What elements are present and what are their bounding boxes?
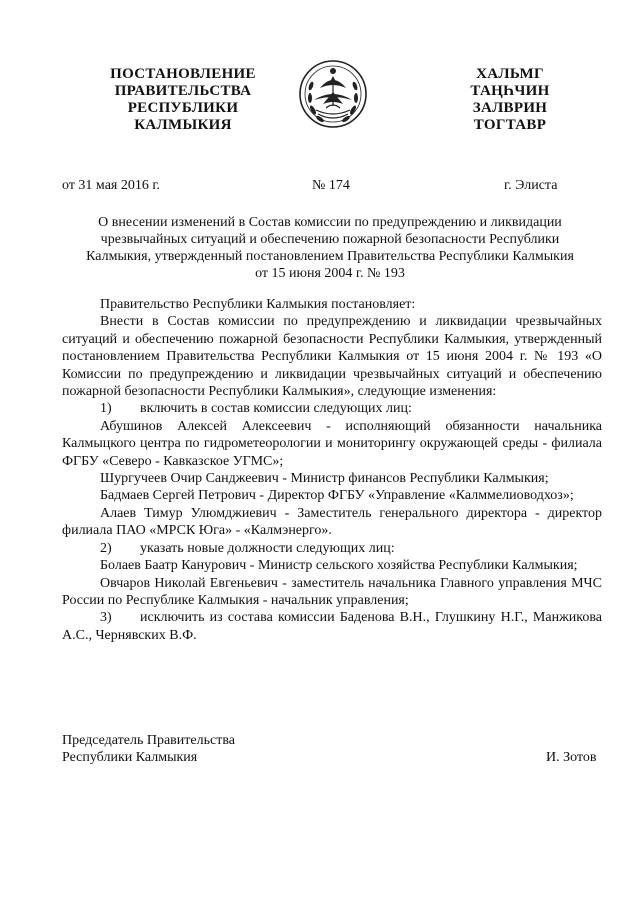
signature-position [62, 732, 235, 766]
header-left-line: КАЛМЫКИЯ [134, 117, 232, 133]
document-date: от 31 мая 2016 г. [62, 178, 161, 193]
header-left-block [98, 66, 268, 134]
list-number: 2) [100, 540, 112, 556]
list-text: исключить из состава комиссии Баденова В.Н., Глушкину Н.Г., Манжикова А.С., Чернявских В.Ф. [62, 610, 602, 643]
title-line: от 15 июня 2004 г. № 193 [255, 266, 405, 281]
header-left-line: РЕСПУБЛИКИ [127, 100, 239, 116]
list-number: 3) [100, 610, 112, 626]
document-body [62, 296, 602, 644]
person-badmaev: Бадмаев Сергей Петрович - Директор ФГБУ «Управление «Калммелиоводхоз»; [100, 488, 574, 504]
document-title [60, 214, 600, 282]
person-alaev: Алаев Тимур Улюмджиевич - Заместитель генерального директора - директор филиала ПАО «МРСК Юга» - «Калмэнерго». [62, 505, 602, 539]
signature-position-line: Республики Калмыкия [62, 750, 198, 765]
person-bolaev: Болаев Баатр Канурович - Министр сельского хозяйства Республики Калмыкия; [100, 558, 578, 574]
document-city: г. Элиста [504, 178, 558, 193]
list-number: 1) [100, 401, 112, 417]
document-number: № 174 [312, 178, 350, 193]
header-right-line: ТАҢҺЧИН [470, 83, 550, 99]
person-shurguchev: Шургучеев Очир Санджеевич - Министр финансов Республики Калмыкия; [100, 471, 549, 487]
list-text: указать новые должности следующих лиц: [140, 540, 395, 556]
header-right-line: ТОГТАВР [473, 117, 547, 133]
signature-position-line: Председатель Правительства [62, 733, 235, 748]
person-ovcharov: Овчаров Николай Евгеньевич - заместитель начальника Главного управления МЧС России по Республике Калмыкия - начальник управления; [62, 575, 602, 608]
list-item-2 [62, 540, 602, 557]
title-line: чрезвычайных ситуаций и обеспечению пожарной безопасности Республики [100, 232, 560, 247]
header-left-line: ПОСТАНОВЛЕНИЕ [110, 66, 256, 82]
body-main-paragraph: Внести в Состав комиссии по предупреждению и ликвидации чрезвычайных ситуаций и обеспечению пожарной безопасности Республики Калмыкия, утвержденный постановлением Правительства Республики Калмыкия от 15 июня 2004 г. № 193 «О Комиссии по предупреждению и ликвидации чрезвычайных ситуаций и обеспечению пожарной безопасности Республики Калмыкия», следующие изменения: [62, 314, 602, 400]
person-abushinov: Абушинов Алексей Алексеевич - исполняющий обязанности начальника Калмыцкого центра по гидрометеорологии и мониторингу окружающей среды - филиала ФГБУ «Северо - Кавказское УГМС»; [62, 418, 602, 469]
header-right-line: ХАЛЬМГ [476, 66, 544, 82]
list-item-3 [62, 609, 602, 644]
body-intro: Правительство Республики Калмыкия постановляет: [100, 297, 416, 312]
signature-name: И. Зотов [546, 750, 597, 765]
title-line: Калмыкия, утвержденный постановлением Правительства Республики Калмыкия [86, 249, 574, 264]
title-line: О внесении изменений в Состав комиссии по предупреждению и ликвидации [98, 215, 562, 230]
header-right-line: ЗАЛВРИН [472, 100, 548, 116]
list-text: включить в состав комиссии следующих лиц: [140, 401, 412, 417]
kalmykia-coat-of-arms-icon [298, 58, 368, 130]
header-left-line: ПРАВИТЕЛЬСТВА [114, 83, 252, 99]
list-item-1 [62, 400, 602, 417]
header-right-block [455, 66, 565, 134]
